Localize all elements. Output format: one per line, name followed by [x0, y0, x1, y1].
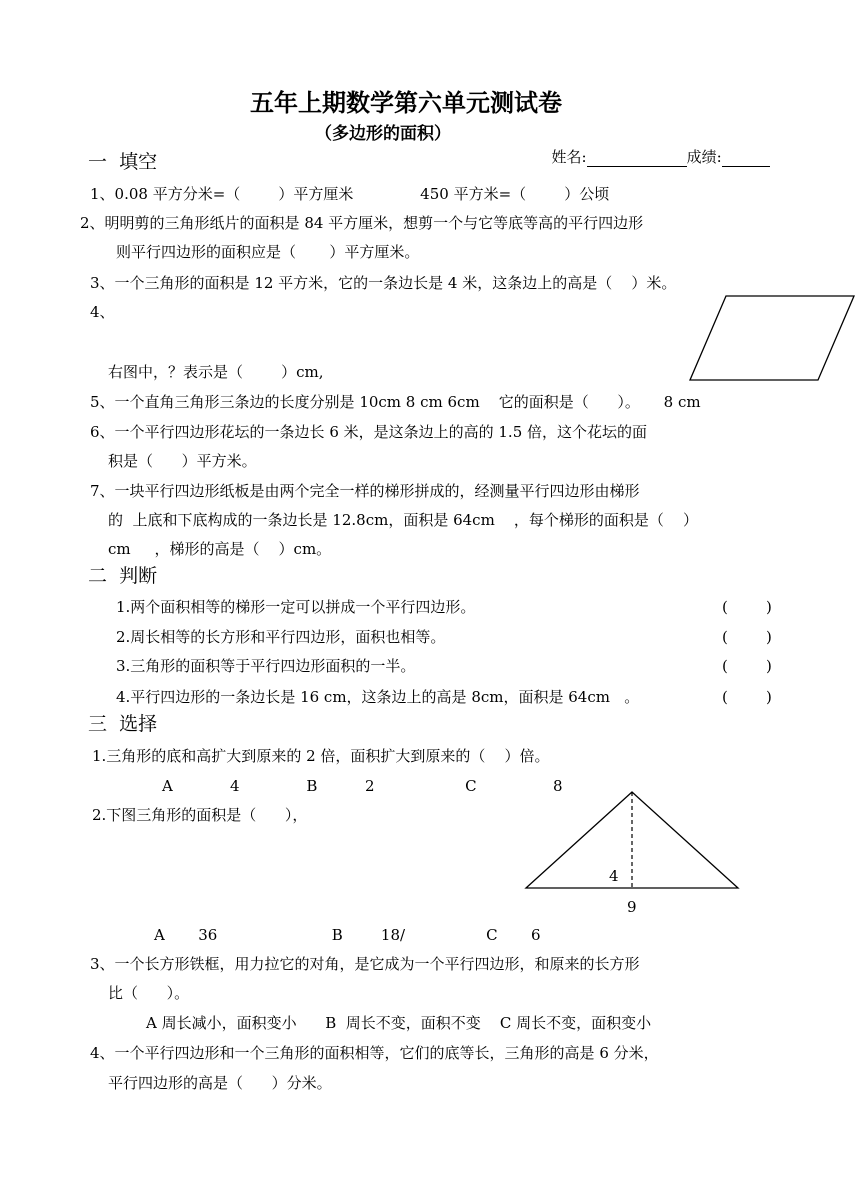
judge-answer-2[interactable]: ( ): [722, 628, 772, 646]
parallelogram-figure: [686, 290, 858, 384]
name-field[interactable]: [542, 127, 770, 167]
fill-q6-line1: 6、一个平行四边形花坛的一条边长 6 米，是这条边上的高的 1.5 倍，这个花坛的面: [90, 423, 648, 441]
triangle-figure: [520, 786, 750, 896]
name-blank[interactable]: [587, 150, 687, 167]
choice-q3-line2: 比（ ）。: [108, 984, 190, 1002]
name-label: 姓名:: [551, 148, 587, 166]
fill-q7-line3: cm ，梯形的高是（ ）cm。: [108, 540, 332, 558]
fill-q6-line2: 积是（ ）平方米。: [108, 452, 257, 470]
fill-q2-line2: 则平行四边形的面积应是（ ）平方厘米。: [116, 243, 420, 261]
judge-item-4: 4.平行四边形的一条边长是 16 cm，这条边上的高是 8cm，面积是 64cm 。: [116, 688, 640, 706]
choice-q4-line1: 4、一个平行四边形和一个三角形的面积相等，它们的底等长，三角形的高是 6 分米，: [90, 1044, 659, 1062]
judge-item-2: 2.周长相等的长方形和平行四边形，面积也相等。: [116, 628, 446, 646]
judge-answer-3[interactable]: ( ): [722, 657, 772, 675]
fill-q4-number: 4、: [90, 303, 115, 321]
choice-q1: 1.三角形的底和高扩大到原来的 2 倍，面积扩大到原来的（ ）倍。: [92, 747, 550, 765]
section-fill-heading: 一 填空: [88, 151, 158, 173]
triangle-base-label: 9: [627, 898, 637, 916]
choice-q4-line2: 平行四边形的高是（ ）分米。: [108, 1074, 332, 1092]
triangle-height-label: 4: [609, 867, 619, 885]
fill-q5: 5、一个直角三角形三条边的长度分别是 10cm 8 cm 6cm 它的面积是（ ）。 8 cm: [90, 393, 701, 411]
fill-q7-line1: 7、一块平行四边形纸板是由两个完全一样的梯形拼成的，经测量平行四边形由梯形: [90, 482, 640, 500]
judge-answer-1[interactable]: ( ): [722, 598, 772, 616]
choice-q1-options: A 4 B 2 C 8: [162, 777, 563, 795]
parallelogram-shape: [690, 296, 854, 380]
fill-q3: 3、一个三角形的面积是 12 平方米，它的一条边长是 4 米，这条边上的高是（ ）米。: [90, 274, 677, 292]
choice-q2-options: A 36 B 18/ C 6: [154, 926, 541, 944]
section-choice-heading: 三 选择: [88, 713, 158, 735]
page-title: 五年上期数学第六单元测试卷: [250, 88, 562, 117]
choice-q2: 2.下图三角形的面积是（ ），: [92, 806, 308, 824]
judge-item-1: 1.两个面积相等的梯形一定可以拼成一个平行四边形。: [116, 598, 476, 616]
section-judge-heading: 二 判断: [88, 565, 158, 587]
choice-q3-line1: 3、一个长方形铁框，用力拉它的对角，是它成为一个平行四边形，和原来的长方形: [90, 955, 640, 973]
judge-answer-4[interactable]: ( ): [722, 688, 772, 706]
fill-q4-text: 右图中，？表示是（ ）cm,: [108, 363, 324, 381]
fill-q7-line2: 的 上底和下底构成的一条边长是 12.8cm，面积是 64cm ，每个梯形的面积是（ ）: [108, 511, 698, 529]
page-subtitle: （多边形的面积）: [315, 124, 451, 144]
fill-q1: 1、0.08 平方分米=（ ）平方厘米 450 平方米=（ ）公顷: [90, 185, 610, 203]
score-blank[interactable]: [722, 150, 770, 167]
score-label: 成绩:: [686, 148, 722, 166]
fill-q2-line1: 2、明明剪的三角形纸片的面积是 84 平方厘米，想剪一个与它等底等高的平行四边形: [80, 214, 644, 232]
judge-item-3: 3.三角形的面积等于平行四边形面积的一半。: [116, 657, 416, 675]
choice-q3-options: A 周长减小，面积变小 B 周长不变，面积不变 C 周长不变，面积变小: [146, 1014, 652, 1032]
